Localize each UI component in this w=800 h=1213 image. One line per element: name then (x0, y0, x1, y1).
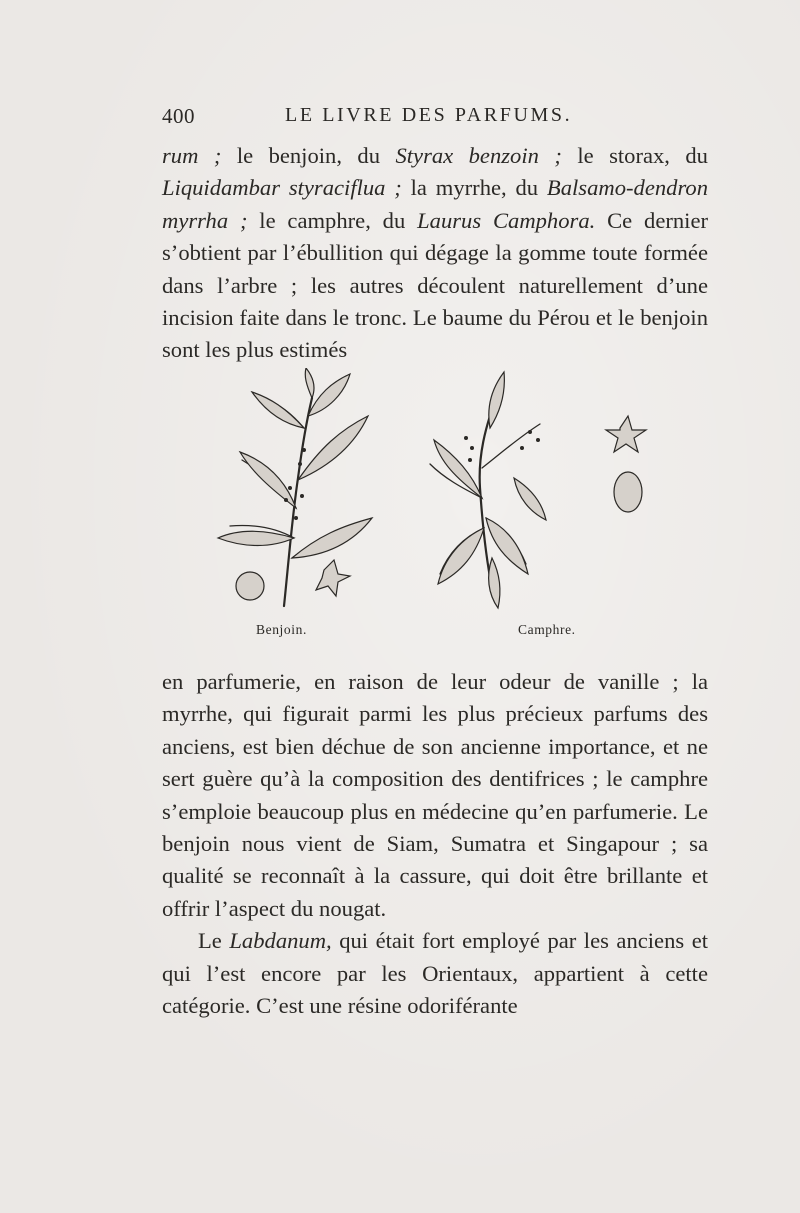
species-name: Balsamo-dendron myrrha ; (162, 175, 708, 233)
species-name: Liquidambar styraciflua ; (162, 175, 402, 201)
text-run: le benjoin, du (221, 143, 396, 168)
paragraph-1 (162, 140, 708, 367)
text-run: le camphre, du (247, 207, 418, 233)
text-run: qui était fort employé par les anciens et qui l’est encore par les Orientaux, appartient à cette catégorie. C’est une résine odoriférante (162, 928, 708, 1019)
species-name: Styrax benzoin ; (395, 143, 562, 168)
page-number: 400 (162, 104, 195, 128)
caption-camphre: Camphre. (518, 622, 576, 637)
caption-benjoin: Benjoin. (256, 622, 307, 637)
text-run: la myrrhe, du (401, 175, 547, 201)
text-run: Le (198, 928, 230, 954)
text-run: Ce dernier s’obtient par l’ébullition qui dégage la gomme toute formée dans l’arbre ; les autres découlent naturellement d’une incision faite dans le tronc. Le baume du Pérou et le benjoin sont les plus estimés (162, 207, 708, 363)
paragraph-2: en parfumerie, en raison de leur odeur de vanille ; la myrrhe, qui figurait parmi les plus précieux parfums des anciens, est bien déchue de son ancienne importance, et ne sert guère qu’à la composition des dentifrices ; le camphre s’emploie beaucoup plus en médecine qu’en parfumerie. Le benjoin nous vient de Siam, Sumatra et Singapour ; sa qualité se reconnaît à la cassure, qui doit être brillante et offrir l’aspect du nougat. (162, 669, 708, 921)
species-name: Labdanum, (229, 928, 332, 954)
text-block-top (162, 140, 708, 367)
running-head (162, 104, 708, 134)
botanical-illustration (200, 368, 670, 640)
text-run: le storax, du (561, 143, 708, 168)
plant-engraving-image (200, 368, 670, 618)
species-name: Laurus Camphora. (417, 207, 596, 233)
running-title: LE LIVRE DES PARFUMS. (285, 104, 573, 126)
text-block-bottom (162, 666, 708, 1022)
paragraph-3 (162, 925, 708, 1022)
species-name: rum ; (162, 143, 222, 168)
